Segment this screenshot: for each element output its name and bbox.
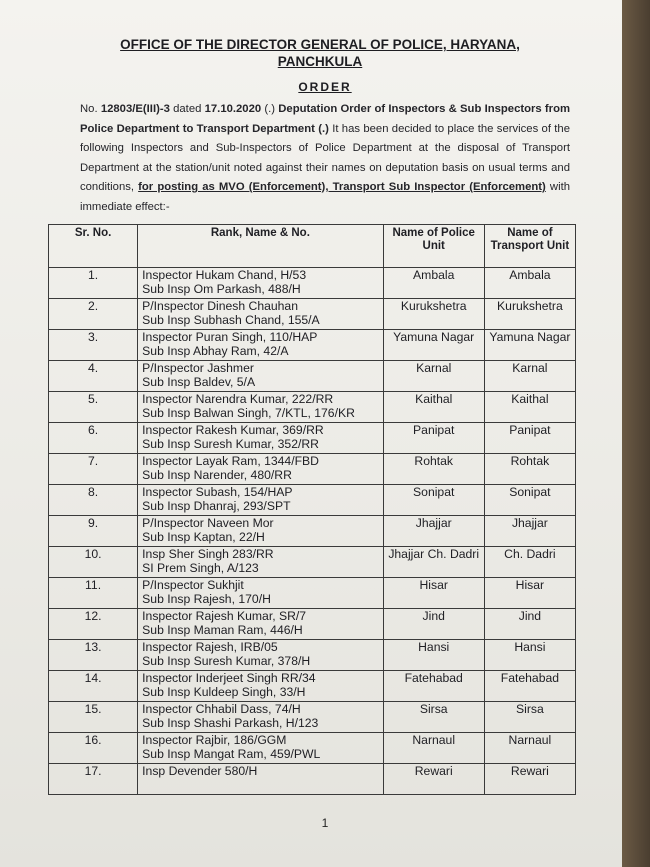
inspector-name: Inspector Rajbir, 186/GGM — [142, 733, 287, 747]
inspector-name: Insp Devender 580/H — [142, 764, 258, 778]
rank-name-cell — [138, 299, 383, 330]
table-row — [49, 361, 576, 392]
police-unit-cell: Jhajjar Ch. Dadri — [383, 547, 484, 578]
table-row — [49, 547, 576, 578]
sr-no-cell: 10. — [49, 547, 138, 578]
effect-clause: with immediate effect:- — [80, 181, 571, 213]
transport-unit-cell: Kurukshetra — [484, 299, 575, 330]
sr-no-cell: 1. — [49, 268, 138, 299]
inspector-name: Inspector Subash, 154/HAP — [142, 485, 293, 499]
sub-inspector-name: Sub Insp Om Parkash, 488/H — [142, 282, 301, 296]
sub-inspector-name: SI Prem Singh, A/123 — [142, 561, 259, 575]
transport-unit-cell: Ambala — [484, 268, 575, 299]
inspector-name: Inspector Layak Ram, 1344/FBD — [142, 454, 319, 468]
sr-no-cell: 9. — [49, 516, 138, 547]
rank-name-cell — [138, 268, 383, 299]
rank-name-cell — [138, 516, 383, 547]
order-title: ORDER — [298, 80, 352, 94]
dated-label: dated — [173, 103, 202, 115]
sub-inspector-name: Sub Insp Suresh Kumar, 352/RR — [142, 437, 319, 451]
col-sr-no: Sr. No. — [49, 225, 138, 268]
police-unit-cell: Hansi — [383, 640, 484, 671]
inspector-name: Inspector Chhabil Dass, 74/H — [142, 702, 301, 716]
header-line-1: OFFICE OF THE DIRECTOR GENERAL OF POLICE, HARYANA, — [120, 37, 520, 52]
transport-unit-cell: Yamuna Nagar — [484, 330, 575, 361]
sr-no-cell: 4. — [49, 361, 138, 392]
deputation-table — [48, 224, 576, 795]
table-row — [49, 764, 576, 795]
col-transport-unit: Name of Transport Unit — [484, 225, 575, 268]
transport-unit-cell: Panipat — [484, 423, 575, 454]
sub-inspector-name: Sub Insp Kaptan, 22/H — [142, 530, 265, 544]
police-unit-cell: Sirsa — [383, 702, 484, 733]
inspector-name: Inspector Narendra Kumar, 222/RR — [142, 392, 334, 406]
rank-name-cell — [138, 764, 383, 795]
rank-name-cell — [138, 640, 383, 671]
police-unit-cell: Rohtak — [383, 454, 484, 485]
police-unit-cell: Ambala — [383, 268, 484, 299]
inspector-name: Insp Sher Singh 283/RR — [142, 547, 274, 561]
police-unit-cell: Sonipat — [383, 485, 484, 516]
police-unit-cell: Jhajjar — [383, 516, 484, 547]
table-row — [49, 516, 576, 547]
sr-no-cell: 8. — [49, 485, 138, 516]
rank-name-cell — [138, 361, 383, 392]
inspector-name: Inspector Inderjeet Singh RR/34 — [142, 671, 316, 685]
col-rank-name: Rank, Name & No. — [138, 225, 383, 268]
inspector-name: P/Inspector Dinesh Chauhan — [142, 299, 298, 313]
transport-unit-cell: Fatehabad — [484, 671, 575, 702]
table-row — [49, 733, 576, 764]
transport-unit-cell: Jhajjar — [484, 516, 575, 547]
page-number: 1 — [321, 816, 329, 830]
police-unit-cell: Hisar — [383, 578, 484, 609]
table-row — [49, 640, 576, 671]
table-row — [49, 609, 576, 640]
header-line-2: PANCHKULA — [277, 54, 363, 69]
table-header-row — [49, 225, 576, 268]
inspector-name: P/Inspector Sukhjit — [142, 578, 244, 592]
rank-name-cell — [138, 702, 383, 733]
sr-no-cell: 6. — [49, 423, 138, 454]
transport-unit-cell: Rewari — [484, 764, 575, 795]
police-unit-cell: Yamuna Nagar — [383, 330, 484, 361]
sub-inspector-name: Sub Insp Maman Ram, 446/H — [142, 623, 303, 637]
col-police-unit: Name of Police Unit — [383, 225, 484, 268]
order-number: 12803/E(III)-3 — [100, 103, 170, 115]
posting-clause: for posting as MVO (Enforcement), Transport Sub Inspector (Enforcement) — [138, 181, 546, 193]
sr-no-cell: 7. — [49, 454, 138, 485]
transport-unit-cell: Hisar — [484, 578, 575, 609]
sub-inspector-name: Sub Insp Subhash Chand, 155/A — [142, 313, 320, 327]
sr-no-cell: 3. — [49, 330, 138, 361]
inspector-name: P/Inspector Jashmer — [142, 361, 254, 375]
rank-name-cell — [138, 671, 383, 702]
sr-no-cell: 17. — [49, 764, 138, 795]
police-unit-cell: Narnaul — [383, 733, 484, 764]
transport-unit-cell: Hansi — [484, 640, 575, 671]
transport-unit-cell: Rohtak — [484, 454, 575, 485]
transport-unit-cell: Jind — [484, 609, 575, 640]
transport-unit-cell: Narnaul — [484, 733, 575, 764]
table-row — [49, 578, 576, 609]
inspector-name: Inspector Rajesh, IRB/05 — [142, 640, 278, 654]
rank-name-cell — [138, 392, 383, 423]
police-unit-cell: Kurukshetra — [383, 299, 484, 330]
rank-name-cell — [138, 578, 383, 609]
rank-name-cell — [138, 733, 383, 764]
police-unit-cell: Karnal — [383, 361, 484, 392]
sub-inspector-name: Sub Insp Shashi Parkash, H/123 — [142, 716, 319, 730]
sr-no-cell: 12. — [49, 609, 138, 640]
inspector-name: Inspector Puran Singh, 110/HAP — [142, 330, 318, 344]
sub-inspector-name: Sub Insp Rajesh, 170/H — [142, 592, 271, 606]
transport-unit-cell: Sonipat — [484, 485, 575, 516]
inspector-name: Inspector Hukam Chand, H/53 — [142, 268, 307, 282]
rank-name-cell — [138, 423, 383, 454]
rank-name-cell — [138, 547, 383, 578]
inspector-name: Inspector Rakesh Kumar, 369/RR — [142, 423, 324, 437]
rank-name-cell — [138, 485, 383, 516]
transport-unit-cell: Sirsa — [484, 702, 575, 733]
table-surface — [622, 0, 650, 867]
sr-no-cell: 13. — [49, 640, 138, 671]
transport-unit-cell: Ch. Dadri — [484, 547, 575, 578]
inspector-name: P/Inspector Naveen Mor — [142, 516, 274, 530]
table-row — [49, 423, 576, 454]
police-unit-cell: Rewari — [383, 764, 484, 795]
sub-inspector-name: Sub Insp Dhanraj, 293/SPT — [142, 499, 291, 513]
order-no-label: No. — [80, 103, 98, 115]
sub-inspector-name: Sub Insp Kuldeep Singh, 33/H — [142, 685, 306, 699]
order-subject: Deputation Order of Inspectors & Sub Inspectors from Police Department to Transport Department (.) — [80, 103, 571, 135]
police-unit-cell: Jind — [383, 609, 484, 640]
rank-name-cell — [138, 330, 383, 361]
sr-no-cell: 14. — [49, 671, 138, 702]
rank-name-cell — [138, 454, 383, 485]
transport-unit-cell: Karnal — [484, 361, 575, 392]
sr-no-cell: 5. — [49, 392, 138, 423]
sub-inspector-name: Sub Insp Suresh Kumar, 378/H — [142, 654, 311, 668]
order-paragraph — [80, 100, 570, 217]
table-row — [49, 702, 576, 733]
order-body: It has been decided to place the services of the following Inspectors and Sub-Inspectors of Police Department at the disposal of Transport Department at the station/unit noted against their names on deputation basis on usual terms and conditions, — [80, 122, 570, 193]
sub-inspector-name: Sub Insp Abhay Ram, 42/A — [142, 344, 289, 358]
table-row — [49, 330, 576, 361]
police-unit-cell: Panipat — [383, 423, 484, 454]
table-row — [49, 392, 576, 423]
table-row — [49, 299, 576, 330]
sr-no-cell: 16. — [49, 733, 138, 764]
document-header — [60, 36, 580, 70]
sub-inspector-name: Sub Insp Balwan Singh, 7/KTL, 176/KR — [142, 406, 355, 420]
sub-inspector-name: Sub Insp Baldev, 5/A — [142, 375, 256, 389]
table-row — [49, 454, 576, 485]
sr-no-cell: 11. — [49, 578, 138, 609]
police-unit-cell: Kaithal — [383, 392, 484, 423]
sub-inspector-name: Sub Insp Narender, 480/RR — [142, 468, 292, 482]
sub-inspector-name: Sub Insp Mangat Ram, 459/PWL — [142, 747, 321, 761]
table-row — [49, 671, 576, 702]
sr-no-cell: 15. — [49, 702, 138, 733]
order-date: 17.10.2020 — [204, 103, 262, 115]
rank-name-cell — [138, 609, 383, 640]
table-row — [49, 268, 576, 299]
inspector-name: Inspector Rajesh Kumar, SR/7 — [142, 609, 307, 623]
transport-unit-cell: Kaithal — [484, 392, 575, 423]
table-row — [49, 485, 576, 516]
sr-no-cell: 2. — [49, 299, 138, 330]
stop-mark: (.) — [264, 103, 276, 115]
police-unit-cell: Fatehabad — [383, 671, 484, 702]
